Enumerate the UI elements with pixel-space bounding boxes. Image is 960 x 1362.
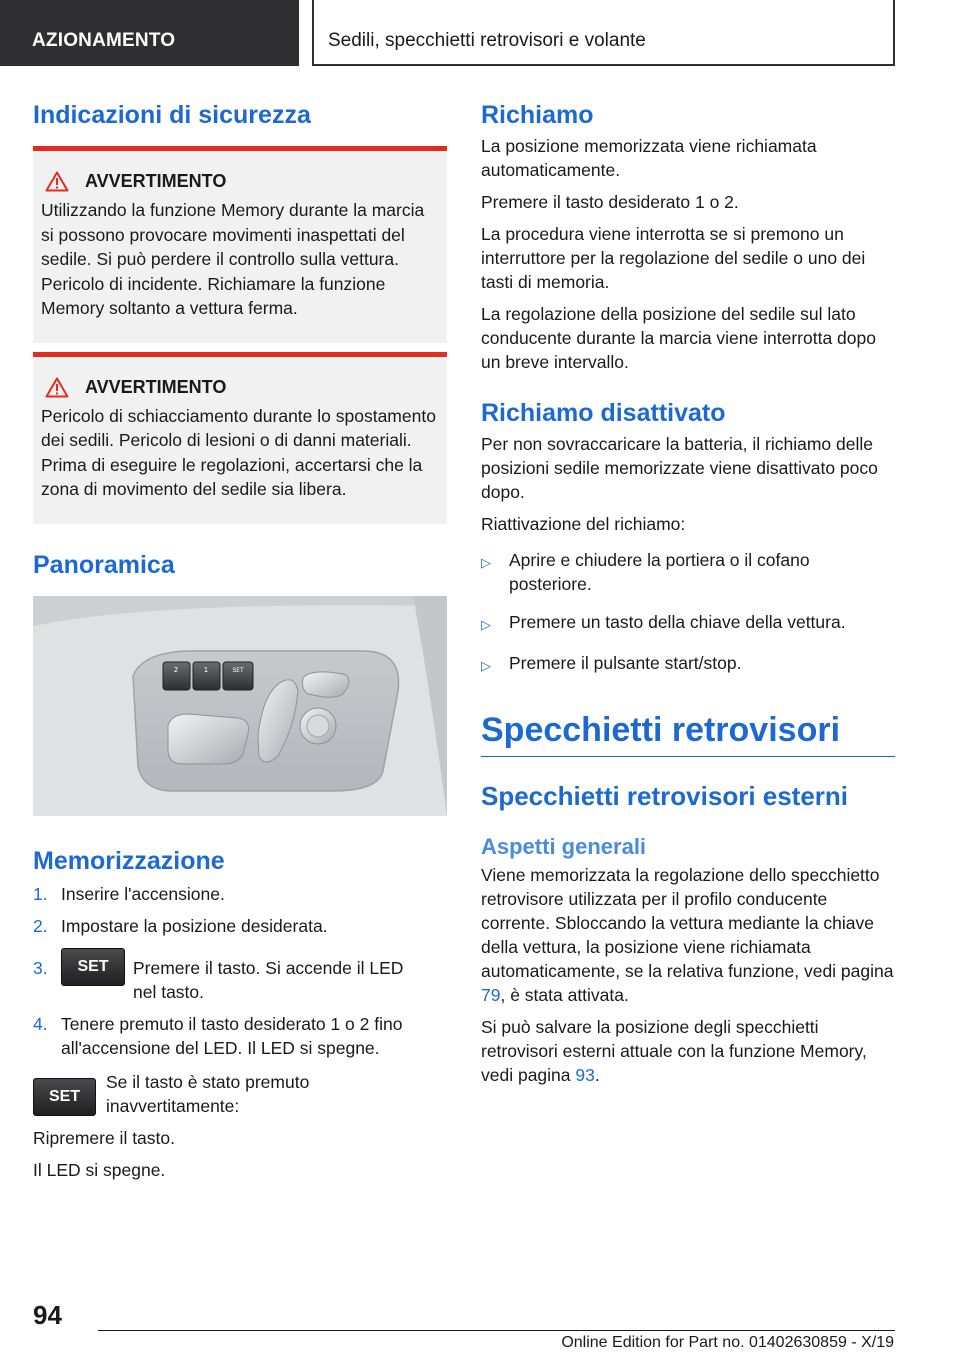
- chapter-tab: [312, 0, 895, 66]
- set-button-image: SET: [33, 1078, 96, 1116]
- edition-label: Online Edition for Part no. 01402630859 - X/19: [561, 1334, 894, 1351]
- reactivation-list: [481, 548, 895, 678]
- triangle-bullet-icon: ▷: [481, 617, 491, 632]
- led-off-text: Il LED si spegne.: [33, 1159, 166, 1180]
- warning-label-1: AVVERTIMENTO: [85, 171, 227, 191]
- step-number: 2.: [33, 915, 48, 936]
- disabled-paragraph-1: Per non sovraccaricare la batteria, il richiamo delle posizioni sedile memorizzate viene disattivato poco dopo.: [481, 434, 878, 502]
- warning-text-1: Utilizzando la funzione Memory durante la marcia si possono provocare movimenti inaspettati del sedile. Si può perdere il controllo sulla vettura. Pericolo di incidente. Richiamare la funzione Memory soltanto a vettura ferma.: [41, 200, 425, 318]
- recall-paragraph-2: Premere il tasto desiderato 1 o 2.: [481, 192, 739, 212]
- general-paragraph-2: [481, 1015, 895, 1087]
- bullet-text: Aprire e chiudere la portiera o il cofano posteriore.: [509, 550, 810, 594]
- mirrors-heading: Specchietti retrovisori: [481, 710, 895, 757]
- general-heading: Aspetti generali: [481, 834, 647, 859]
- bullet-text: Premere un tasto della chiave della vettura.: [509, 612, 846, 632]
- warning-triangle-icon: [45, 377, 69, 398]
- safety-heading: Indicazioni di sicurezza: [33, 101, 311, 129]
- right-column: [481, 100, 895, 1087]
- page-header: [0, 0, 960, 66]
- general-text-a: Viene memorizzata la regolazione dello specchietto retrovisore utilizzata per il profilo conducente corrente. Sbloccando la vettura mediante la chiave della vettura, la posizione viene richiamata automaticamente, se la relativa funzione, vedi pagina: [481, 865, 894, 981]
- seat-controls-photo: [33, 596, 447, 816]
- warning-box-2: [33, 352, 447, 524]
- general-text-d: .: [594, 1065, 600, 1085]
- recall-paragraph-3: La procedura viene interrotta se si premono un interruttore per la regolazione del sedile o uno dei tasti di memoria.: [481, 224, 866, 292]
- list-item: [33, 948, 447, 1004]
- footer-divider: [98, 1330, 895, 1331]
- section-tab: [0, 0, 299, 66]
- step-number: 1.: [33, 883, 48, 904]
- page-number: 94: [33, 1300, 62, 1330]
- general-text-c: Si può salvare la posizione degli specchietti retrovisori esterni attuale con la funzione Memory, vedi pagina: [481, 1017, 867, 1085]
- recall-heading: Richiamo: [481, 101, 594, 129]
- memory-heading: Memorizzazione: [33, 846, 225, 875]
- warning-label-2: AVVERTIMENTO: [85, 376, 227, 397]
- bullet-text: Premere il pulsante start/stop.: [509, 653, 742, 673]
- warning-text-2: Pericolo di schiacciamento durante lo spostamento dei sedili. Pericolo di lesioni o di danni materiali. Prima di eseguire le regolazioni, accertarsi che la zona di movimento del sedile sia libera.: [41, 405, 436, 499]
- photo-button-1: 1: [203, 665, 209, 674]
- warning-triangle-icon: [45, 171, 69, 192]
- repress-text: Ripremere il tasto.: [33, 1127, 175, 1148]
- list-item: [481, 651, 895, 678]
- warning-title-2: [45, 377, 439, 398]
- step-number: 3.: [33, 957, 48, 978]
- exterior-mirrors-heading: Specchietti retrovisori esterni: [481, 781, 849, 811]
- inadvertent-note: [33, 1070, 447, 1118]
- photo-button-set: SET: [232, 666, 244, 674]
- step-text: Impostare la posizione desiderata.: [61, 915, 328, 936]
- warning-box-1: [33, 146, 447, 343]
- list-item: [481, 610, 895, 637]
- photo-button-2: 2: [173, 665, 179, 674]
- set-button-image: SET: [61, 948, 125, 986]
- recall-disabled-heading: Richiamo disattivato: [481, 399, 726, 427]
- recall-paragraph-1: La posizione memorizzata viene richiamata automaticamente.: [481, 136, 817, 180]
- step-number: 4.: [33, 1013, 48, 1034]
- chapter-label: Sedili, specchietti retrovisori e volante: [328, 30, 646, 51]
- step-text-with-button: [61, 948, 407, 1004]
- recall-paragraph-4: La regolazione della posizione del sedile sul lato conducente durante la marcia viene interrotta dopo un breve intervallo.: [481, 304, 876, 372]
- section-label: AZIONAMENTO: [32, 30, 176, 51]
- general-paragraph-1: [481, 863, 895, 1007]
- left-column: [33, 100, 447, 1182]
- list-item: [33, 1012, 447, 1060]
- list-item: [481, 548, 895, 596]
- step-text: Tenere premuto il tasto desiderato 1 o 2 fino all'accensione del LED. Il LED si spegne.: [61, 1013, 403, 1058]
- page-link-93[interactable]: 93: [575, 1065, 595, 1085]
- list-item: [33, 882, 447, 906]
- step-text: Premere il tasto. Si accende il LED nel tasto.: [133, 957, 404, 1002]
- triangle-bullet-icon: ▷: [481, 658, 491, 673]
- overview-heading: Panoramica: [33, 550, 175, 579]
- page-link-79[interactable]: 79: [481, 985, 501, 1005]
- memory-steps: [33, 882, 447, 1060]
- note-text: Se il tasto è stato premuto inavvertitamente:: [106, 1071, 310, 1116]
- disabled-paragraph-2: Riattivazione del richiamo:: [481, 514, 686, 534]
- general-text-b: , è stata attivata.: [500, 985, 629, 1005]
- warning-title-1: [45, 171, 439, 192]
- list-item: [33, 914, 447, 938]
- seat-controls-illustration: [33, 596, 447, 816]
- step-text: Inserire l'accensione.: [61, 883, 225, 904]
- triangle-bullet-icon: ▷: [481, 555, 491, 570]
